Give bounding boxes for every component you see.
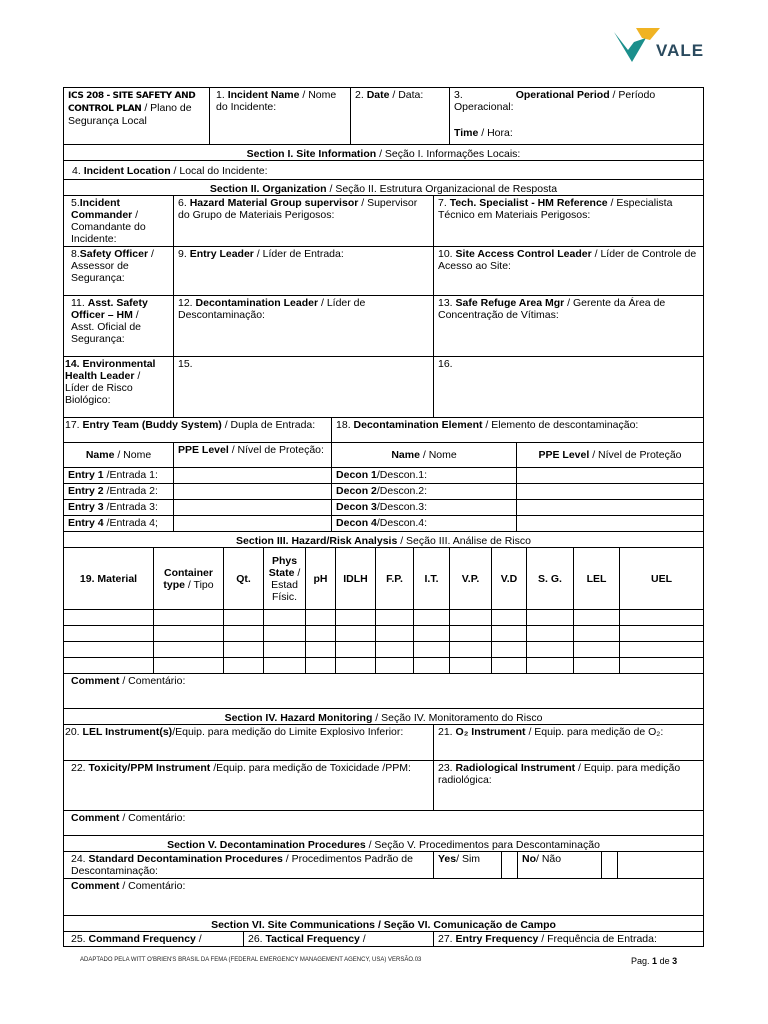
o2-instrument-field[interactable] [434, 725, 704, 761]
command-frequency-field[interactable] [64, 932, 244, 947]
lel-instrument-field[interactable] [64, 725, 434, 761]
entry-team-field [64, 418, 332, 443]
field-number: 24. [71, 853, 86, 865]
command-frequency-label: Command Frequency [88, 933, 196, 945]
site-access-leader-label: Site Access Control Leader [455, 248, 592, 260]
col-vd: V.D [492, 548, 527, 610]
incident-location-label: Incident Location [83, 165, 171, 177]
field-number: 18. [336, 419, 351, 431]
ppe-label: PPE Level [178, 444, 229, 456]
section1-title-pt: / Seção I. Informações Locais: [376, 147, 521, 160]
section2-title-en: Section II. Organization [209, 182, 327, 195]
col-phys-label: Phys State [268, 554, 298, 579]
decon-leader-field[interactable] [174, 296, 434, 357]
lel-instrument-label-pt: /Equip. para medição do Limite Explosivo Inferior: [172, 726, 404, 738]
incident-name-label: Incident Name [227, 89, 300, 101]
col-sg: S. G. [527, 548, 574, 610]
section4-title-en: Section IV. Hazard Monitoring [224, 711, 373, 724]
section3-title [64, 532, 704, 548]
decon-leader-label: Decontamination Leader [195, 297, 319, 309]
entry-label: Entry 4 [68, 517, 104, 529]
entry-row-label [64, 516, 174, 532]
col-phys-state [264, 548, 306, 610]
ppe-label-pt: / Nível de Proteção: [228, 444, 324, 456]
entry-ppe-input[interactable] [174, 484, 332, 500]
field-number: 15. [178, 358, 193, 370]
section5-title [64, 836, 704, 852]
field-number: 17. [65, 419, 80, 431]
vale-logo [612, 24, 722, 66]
decon-label: Decon 4 [336, 517, 377, 529]
hazmat-supervisor-field[interactable] [174, 196, 434, 247]
decon-label: Decon 1 [336, 469, 377, 481]
incident-commander-label: Incident Commander [71, 197, 133, 221]
time-label-pt: / Hora: [478, 127, 513, 139]
entry-label-pt: /Entrada 3: [103, 501, 158, 513]
name-label-pt: / Nome [419, 449, 457, 461]
decon-name-header [332, 443, 517, 468]
section3-title-pt: / Seção III. Análise de Risco [397, 534, 531, 547]
site-access-leader-field[interactable] [434, 247, 704, 296]
field-number: 1. [216, 89, 225, 101]
decon-ppe-input[interactable] [517, 516, 704, 532]
comment-label-pt: / Comentário: [119, 880, 186, 892]
safe-refuge-mgr-field[interactable] [434, 296, 704, 357]
col-idlh: IDLH [336, 548, 376, 610]
field-number: 7. [438, 197, 447, 209]
field-15[interactable] [174, 357, 434, 418]
field-number: 26. [248, 933, 263, 945]
field-number: 14. [65, 358, 80, 370]
section2-title [64, 180, 704, 196]
hazmat-supervisor-label-pt: / Supervisor do Grupo de Materiais Perigosos: [178, 197, 418, 221]
section6-title: Section VI. Site Communications / Seção VI. Comunicação de Campo [64, 916, 704, 932]
col-lel: LEL [574, 548, 620, 610]
decon-label-pt: /Descon.2: [376, 485, 428, 497]
hazard-table [63, 531, 704, 709]
organization-table [63, 195, 704, 418]
decon-element-label: Decontamination Element [353, 419, 483, 431]
env-health-leader-field[interactable]: 14. Environmental Health Leader / Líder de Risco Biológico: [64, 357, 174, 418]
decon-ppe-header [517, 443, 704, 468]
decon-ppe-input[interactable] [517, 484, 704, 500]
entry-label: Entry 3 [68, 501, 104, 513]
safe-refuge-mgr-label: Safe Refuge Area Mgr [455, 297, 565, 309]
monitoring-table [63, 708, 704, 836]
hazard-row[interactable] [64, 642, 704, 658]
radiological-instrument-label-pt: / Equip. para medição radiológica: [438, 762, 681, 786]
header-table [63, 87, 704, 145]
entry-label: Entry 2 [68, 485, 104, 497]
decon-leader-label-pt: / Líder de Descontaminação: [178, 297, 366, 321]
entry-frequency-field[interactable] [434, 932, 704, 947]
asst-safety-officer-label-pt: Asst. Oficial de Segurança: [71, 321, 142, 345]
env-health-leader-label: Environmental Health Leader [65, 358, 156, 382]
field-number: 8. [71, 248, 80, 260]
footer-note: ADAPTADO PELA WITT O'BRIEN'S BRASIL DA FEMA (FEDERAL EMERGENCY MANAGEMENT AGENCY, USA) VERSÃO.03 [80, 957, 422, 963]
form-title-pt: / Plano de Segurança Local [68, 102, 192, 127]
incident-location-label-pt: / Local do Incidente: [170, 165, 268, 177]
field-16[interactable] [434, 357, 704, 418]
operational-period-label-pt: / Período Operacional: [454, 89, 656, 113]
field-number: 16. [438, 358, 453, 370]
form-title: ICS 208 - SITE SAFETY AND CONTROL PLAN [68, 91, 196, 114]
col-vp: V.P. [450, 548, 492, 610]
field-number: 3. [454, 89, 463, 101]
field-number: 6. [178, 197, 187, 209]
col-phys-label-pt: / Estad Físic. [271, 566, 301, 603]
col-qt: Qt. [224, 548, 264, 610]
entry-label-pt: /Entrada 2: [103, 485, 158, 497]
hazard-row[interactable] [64, 626, 704, 642]
lel-instrument-label: LEL Instrument(s) [82, 726, 173, 738]
entry-leader-field[interactable] [174, 247, 434, 296]
col-fp: F.P. [376, 548, 414, 610]
safety-officer-field[interactable]: 8.Safety Officer / Assessor de Segurança: [64, 247, 174, 296]
radiological-instrument-label: Radiological Instrument [455, 762, 576, 774]
o2-instrument-label-pt: / Equip. para medição de O₂: [525, 726, 664, 738]
monitoring-comment-field[interactable] [64, 811, 704, 836]
incident-location-field[interactable] [64, 161, 704, 180]
operational-period-field[interactable] [450, 88, 704, 145]
hazard-row[interactable] [64, 658, 704, 674]
o2-instrument-label: O₂ Instrument [455, 726, 526, 738]
decon-procedures-table [63, 835, 704, 916]
entry-team-label-pt: / Dupla de Entrada: [221, 419, 316, 431]
entry-row-label [64, 484, 174, 500]
toxicity-instrument-label: Toxicity/PPM Instrument [88, 762, 211, 774]
col-material: 19. Material [64, 548, 154, 610]
col-container [154, 548, 224, 610]
field-number: 13. [438, 297, 453, 309]
entry-name-header [64, 443, 174, 468]
entry-label-pt: /Entrada 1: [103, 469, 158, 481]
yes-label: Yes [438, 853, 457, 865]
decon-label-pt: /Descon.4: [376, 517, 428, 529]
tech-specialist-label: Tech. Specialist - HM Reference [449, 197, 608, 209]
col-uel: UEL [620, 548, 704, 610]
communications-table [63, 915, 704, 947]
no-checkbox[interactable] [602, 852, 618, 879]
entry-frequency-label: Entry Frequency [455, 933, 539, 945]
entry-frequency-label-pt: / Frequência de Entrada: [538, 933, 657, 945]
comment-label-pt: / Comentário: [119, 675, 186, 687]
entry-leader-label-pt: / Líder de Entrada: [253, 248, 344, 260]
page-current: 1 [652, 956, 658, 966]
field-number: 5. [71, 197, 80, 209]
entry-label-pt: /Entrada 4; [103, 517, 158, 529]
entry-ppe-input[interactable] [174, 468, 332, 484]
field-number: 27. [438, 933, 453, 945]
decon-comment-field[interactable] [64, 879, 704, 916]
ics208-form [63, 87, 704, 947]
section4-title [64, 709, 704, 725]
yes-label-cell [434, 852, 502, 879]
yes-label-pt: / Sim [456, 853, 481, 865]
safety-officer-label-pt: Assessor de Segurança: [71, 260, 129, 284]
entry-team-table [63, 417, 704, 532]
entry-ppe-input[interactable] [174, 516, 332, 532]
hazmat-supervisor-label: Hazard Material Group supervisor [189, 197, 359, 209]
decon-blank-cell [618, 852, 704, 879]
env-health-leader-label-pt: Líder de Risco Biológico: [65, 382, 133, 406]
name-label: Name [85, 449, 115, 461]
section1-title [64, 145, 704, 161]
section5-title-pt: / Seção V. Procedimentos para Descontaminação [365, 838, 600, 851]
tactical-frequency-label: Tactical Frequency [265, 933, 360, 945]
tactical-frequency-label-pt: / [359, 933, 366, 945]
asst-safety-officer-label: Asst. Safety Officer – HM [71, 297, 148, 321]
col-it: I.T. [414, 548, 450, 610]
entry-label: Entry 1 [68, 469, 104, 481]
page-total: 3 [672, 956, 678, 966]
toxicity-instrument-field[interactable] [64, 761, 434, 811]
page-of: de [659, 956, 670, 966]
field-number: 21. [438, 726, 453, 738]
field-number: 10. [438, 248, 453, 260]
decon-label: Decon 3 [336, 501, 377, 513]
form-title-cell [64, 88, 210, 145]
field-number: 25. [71, 933, 86, 945]
tactical-frequency-field[interactable] [244, 932, 434, 947]
hazard-comment-field[interactable] [64, 674, 704, 709]
incident-commander-field[interactable]: 5.Incident Commander / Comandante do Incidente: [64, 196, 174, 247]
incident-name-field[interactable] [210, 88, 351, 145]
entry-team-label: Entry Team (Buddy System) [82, 419, 222, 431]
decon-ppe-input[interactable] [517, 500, 704, 516]
vale-logo-text: VALE [656, 41, 705, 60]
hazard-row[interactable] [64, 610, 704, 626]
comment-label-pt: / Comentário: [119, 812, 186, 824]
field-number: 2. [355, 89, 364, 101]
site-access-leader-label-pt: / Líder de Controle de Acesso ao Site: [438, 248, 697, 272]
incident-commander-label-pt: Comandante do Incidente: [71, 221, 146, 245]
no-label: No [522, 853, 536, 865]
no-label-cell [518, 852, 602, 879]
comment-label: Comment [71, 812, 120, 824]
section5-title-en: Section V. Decontamination Procedures [167, 838, 366, 851]
comment-label: Comment [71, 880, 120, 892]
entry-ppe-input[interactable] [174, 500, 332, 516]
col-container-label-pt: / Tipo [184, 578, 214, 591]
section3-title-en: Section III. Hazard/Risk Analysis [236, 534, 398, 547]
decon-label: Decon 2 [336, 485, 377, 497]
comment-label: Comment [71, 675, 120, 687]
safe-refuge-mgr-label-pt: / Gerente da Área de Concentração de Vítimas: [438, 297, 666, 321]
no-label-pt: / Não [536, 853, 562, 865]
entry-leader-label: Entry Leader [189, 248, 254, 260]
ppe-label: PPE Level [538, 449, 590, 461]
toxicity-instrument-label-pt: /Equip. para medição de Toxicidade /PPM: [210, 762, 411, 774]
field-number: 4. [72, 165, 81, 177]
field-number: 12. [178, 297, 193, 309]
incident-name-label-pt: / Nome do Incidente: [216, 89, 337, 113]
date-label: Date [366, 89, 390, 101]
page-prefix: Pag. [631, 956, 650, 966]
field-number: 20. [65, 726, 80, 738]
tech-specialist-label-pt: / Especialista Técnico em Materiais Perigosos: [438, 197, 673, 221]
command-frequency-label-pt: / [195, 933, 202, 945]
safety-officer-label: Safety Officer [79, 248, 149, 260]
col-ph: pH [306, 548, 336, 610]
field-number: 22. [71, 762, 86, 774]
entry-row-label [64, 500, 174, 516]
ppe-label-pt: / Nível de Proteção [589, 449, 682, 461]
decon-label-pt: /Descon.1: [376, 469, 428, 481]
entry-row-label [64, 468, 174, 484]
field-number: 11. [71, 297, 85, 309]
standard-decon-label: Standard Decontamination Procedures [88, 853, 283, 865]
entry-ppe-header [174, 443, 332, 468]
decon-row-label [332, 484, 517, 500]
standard-decon-label-pt: / Procedimentos Padrão de Descontaminação: [71, 853, 413, 877]
date-field[interactable] [351, 88, 450, 145]
section1-table [63, 144, 704, 196]
section4-title-pt: / Seção IV. Monitoramento do Risco [372, 711, 543, 724]
vale-logo-mark [612, 24, 662, 66]
decon-row-label [332, 516, 517, 532]
section1-title-en: Section I. Site Information [246, 147, 377, 160]
tech-specialist-field[interactable] [434, 196, 704, 247]
radiological-instrument-field[interactable] [434, 761, 704, 811]
decon-row-label [332, 468, 517, 484]
decon-element-label-pt: / Elemento de descontaminação: [482, 419, 639, 431]
yes-checkbox[interactable] [502, 852, 518, 879]
page-number [631, 956, 677, 966]
asst-safety-officer-field[interactable]: 11. Asst. Safety Officer – HM / Asst. Oficial de Segurança: [64, 296, 174, 357]
section2-title-pt: / Seção II. Estrutura Organizacional de Resposta [326, 182, 558, 195]
field-number: 9. [178, 248, 187, 260]
date-label-pt: / Data: [389, 89, 424, 101]
time-label: Time [454, 127, 479, 139]
name-label-pt: / Nome [114, 449, 152, 461]
standard-decon-field [64, 852, 434, 879]
col-container-label: Container type [163, 566, 213, 591]
operational-period-label: Operational Period [515, 89, 610, 101]
field-number: 23. [438, 762, 453, 774]
name-label: Name [391, 449, 420, 461]
decon-label-pt: /Descon.3: [376, 501, 428, 513]
decon-row-label [332, 500, 517, 516]
decon-ppe-input[interactable] [517, 468, 704, 484]
decon-element-field [332, 418, 704, 443]
